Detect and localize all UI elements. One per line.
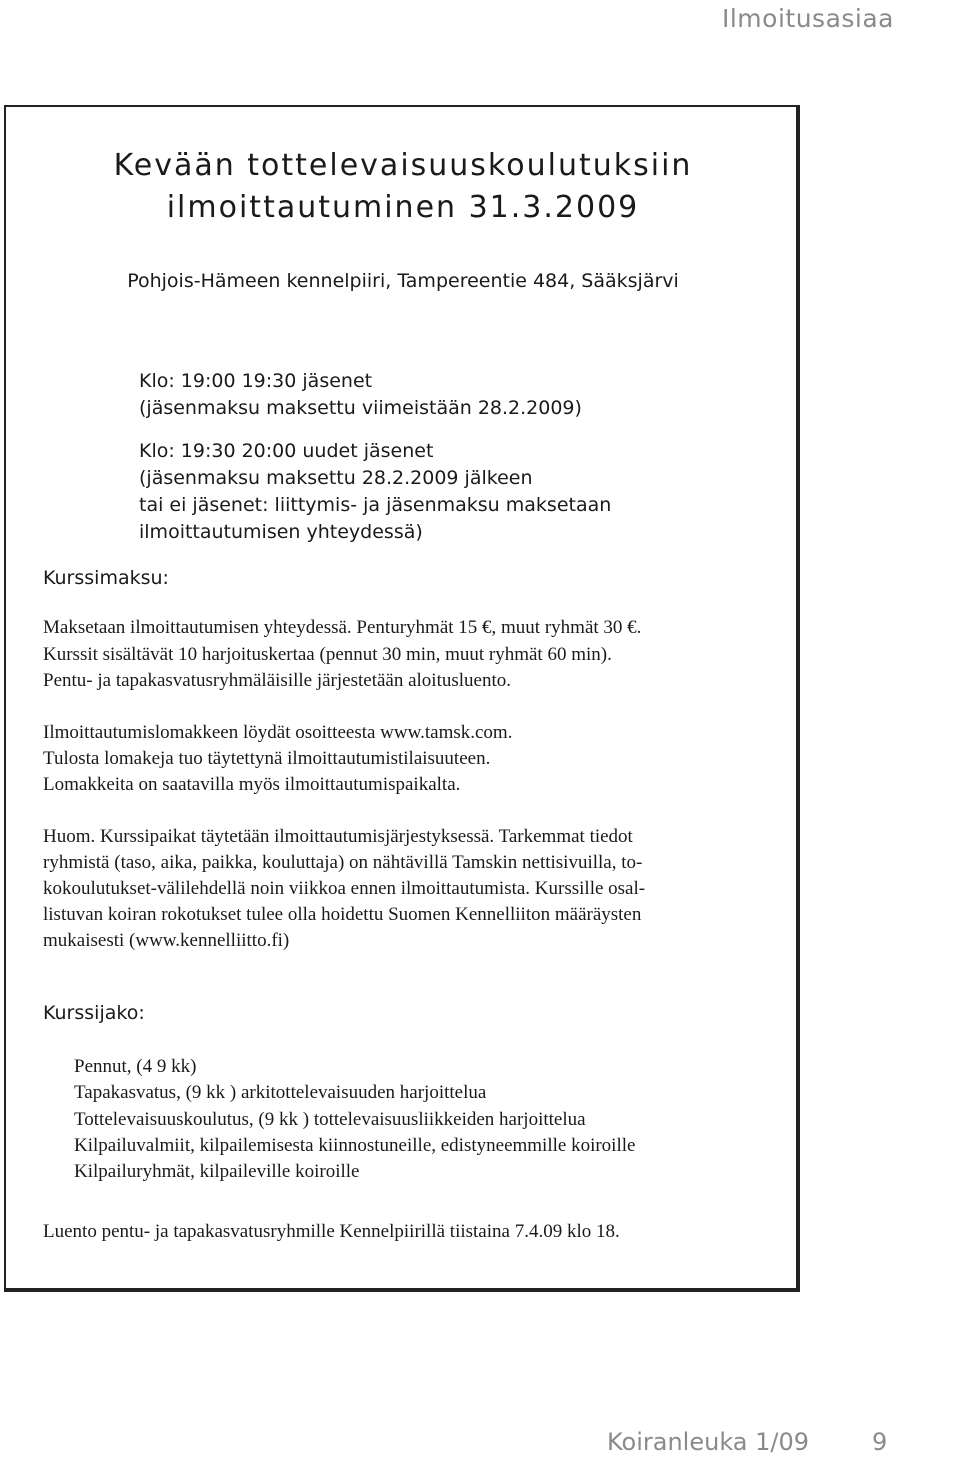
section-label: Ilmoitusasiaa (721, 4, 894, 33)
paragraph-line: Kurssit sisältävät 10 harjoituskertaa (pennut 30 min, muut ryhmät 60 min). (43, 644, 612, 665)
course-item: Pennut, (4 9 kk) (74, 1056, 197, 1077)
schedule-line: tai ei jäsenet: liittymis- ja jäsenmaksu maksetaan (139, 494, 612, 516)
paragraph-line: Ilmoittautumislomakkeen löydät osoitteesta www.tamsk.com. (43, 722, 513, 743)
course-item: Tapakasvatus, (9 kk ) arkitottelevaisuuden harjoittelua (74, 1082, 487, 1103)
paragraph-line: Tulosta lomakeja tuo täytettynä ilmoittautumistilaisuuteen. (43, 748, 491, 769)
magazine-name: Koiranleuka 1/09 (607, 1428, 810, 1456)
schedule-line: ilmoittautumisen yhteydessä) (139, 521, 423, 543)
schedule-line: Klo: 19:30 20:00 uudet jäsenet (139, 440, 434, 462)
notice-title-line1: Kevään tottelevaisuuskoulutuksiin (113, 148, 693, 183)
paragraph-line: ryhmistä (taso, aika, paikka, kouluttaja) on nähtävillä Tamskin nettisivuilla, to- (43, 852, 643, 873)
fee-label: Kurssimaksu: (43, 567, 169, 589)
paragraph-line: mukaisesti (www.kennelliitto.fi) (43, 930, 290, 951)
course-item: Tottelevaisuuskoulutus, (9 kk ) tottelevaisuusliikkeiden harjoittelua (74, 1109, 586, 1130)
schedule-line: (jäsenmaksu maksettu 28.2.2009 jälkeen (139, 467, 533, 489)
paragraph-line: Pentu- ja tapakasvatusryhmäläisille järjestetään aloitusluento. (43, 670, 511, 691)
course-item: Kilpailuryhmät, kilpaileville koiroille (74, 1161, 360, 1182)
paragraph-line: Lomakkeita on saatavilla myös ilmoittautumispaikalta. (43, 774, 461, 795)
paragraph-line: kokoulutukset-välilehdellä noin viikkoa ennen ilmoittautumista. Kurssille osal- (43, 878, 646, 899)
division-label: Kurssijako: (43, 1002, 145, 1024)
lecture-note: Luento pentu- ja tapakasvatusryhmille Kennelpiirillä tiistaina 7.4.09 klo 18. (43, 1221, 620, 1242)
paragraph-line: Huom. Kurssipaikat täytetään ilmoittautumisjärjestyksessä. Tarkemmat tiedot (43, 826, 633, 847)
location: Pohjois-Hämeen kennelpiiri, Tampereentie 484, Sääksjärvi (127, 270, 679, 292)
page-number: 9 (872, 1428, 888, 1456)
schedule-line: Klo: 19:00 19:30 jäsenet (139, 370, 373, 392)
schedule-line: (jäsenmaksu maksettu viimeistään 28.2.2009) (139, 397, 582, 419)
notice-title-line2: ilmoittautuminen 31.3.2009 (166, 190, 640, 225)
paragraph-line: listuvan koiran rokotukset tulee olla hoidettu Suomen Kennelliiton määräysten (43, 904, 642, 925)
course-item: Kilpailuvalmiit, kilpailemisesta kiinnostuneille, edistyneemmille koiroille (74, 1135, 636, 1156)
paragraph-line: Maksetaan ilmoittautumisen yhteydessä. Penturyhmät 15 €, muut ryhmät 30 €. (43, 617, 642, 638)
